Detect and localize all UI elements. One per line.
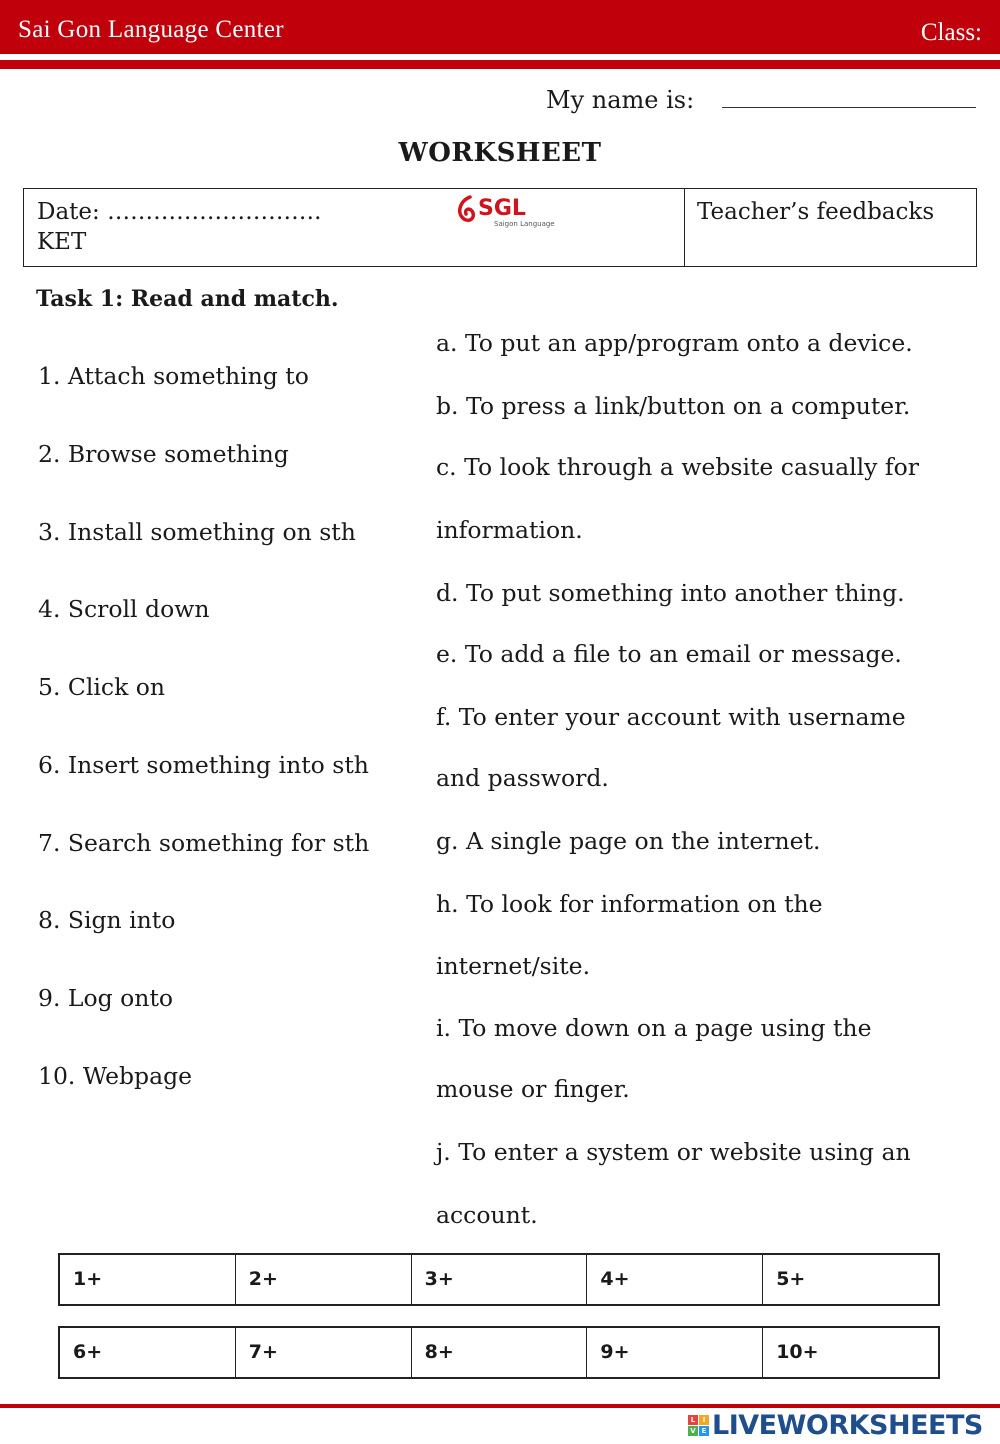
lw-block: V bbox=[688, 1426, 698, 1436]
name-input-line[interactable] bbox=[722, 107, 976, 108]
liveworksheets-blocks-icon bbox=[688, 1415, 709, 1436]
page-title: WORKSHEET bbox=[398, 138, 602, 168]
lw-block: E bbox=[699, 1426, 709, 1436]
answer-cell[interactable]: 4+ bbox=[587, 1255, 763, 1304]
name-label: My name is: bbox=[546, 86, 695, 114]
term-item: 8. Sign into bbox=[38, 906, 176, 934]
answer-cell[interactable]: 2+ bbox=[236, 1255, 412, 1304]
definition-line: h. To look for information on the bbox=[436, 890, 823, 918]
class-label: Class: bbox=[920, 19, 982, 46]
info-box-divider bbox=[684, 189, 685, 266]
term-item: 6. Insert something into sth bbox=[38, 751, 369, 779]
sgl-logo bbox=[454, 191, 564, 231]
header-rule bbox=[0, 60, 1000, 69]
definition-line: j. To enter a system or website using an bbox=[436, 1138, 911, 1166]
answer-cell[interactable]: 7+ bbox=[236, 1328, 412, 1377]
answer-cell[interactable]: 3+ bbox=[412, 1255, 588, 1304]
task-title: Task 1: Read and match. bbox=[36, 286, 339, 312]
answer-table-row-2 bbox=[58, 1326, 940, 1379]
definition-line: c. To look through a website casually for bbox=[436, 453, 920, 481]
term-item: 9. Log onto bbox=[38, 984, 174, 1012]
answer-cell[interactable]: 1+ bbox=[60, 1255, 236, 1304]
definition-line: information. bbox=[436, 516, 583, 544]
term-item: 7. Search something for sth bbox=[38, 829, 370, 857]
lw-block: I bbox=[699, 1415, 709, 1425]
lw-block: L bbox=[688, 1415, 698, 1425]
answer-cell[interactable]: 10+ bbox=[776, 1341, 819, 1363]
sgl-logo-text: SGL bbox=[478, 196, 526, 221]
liveworksheets-brand: LIVEWORKSHEETS bbox=[712, 1409, 983, 1441]
answer-cell[interactable]: 5+ bbox=[776, 1268, 806, 1290]
definition-line: g. A single page on the internet. bbox=[436, 827, 821, 855]
term-item: 1. Attach something to bbox=[38, 362, 309, 390]
sgl-logo-swoosh-icon bbox=[460, 197, 474, 220]
footer-rule bbox=[0, 1404, 1000, 1408]
term-item: 3. Install something on sth bbox=[38, 518, 356, 546]
definition-line: i. To move down on a page using the bbox=[436, 1014, 872, 1042]
level-label: KET bbox=[37, 229, 87, 255]
answer-table-row-1 bbox=[58, 1253, 940, 1306]
definition-line: and password. bbox=[436, 764, 609, 792]
answer-cell[interactable]: 8+ bbox=[412, 1328, 588, 1377]
definition-line: internet/site. bbox=[436, 952, 591, 980]
definition-line: e. To add a file to an email or message. bbox=[436, 640, 902, 668]
info-box bbox=[23, 188, 977, 267]
header-bar bbox=[0, 0, 1000, 54]
answer-cell[interactable]: 6+ bbox=[60, 1328, 236, 1377]
definition-line: a. To put an app/program onto a device. bbox=[436, 329, 913, 357]
definition-line: f. To enter your account with username bbox=[436, 703, 906, 731]
definition-line: b. To press a link/button on a computer. bbox=[436, 392, 911, 420]
definition-line: mouse or finger. bbox=[436, 1075, 630, 1103]
liveworksheets-logo[interactable] bbox=[688, 1409, 983, 1441]
date-label: Date: ………………………. bbox=[37, 199, 322, 225]
term-item: 10. Webpage bbox=[38, 1062, 193, 1090]
term-item: 5. Click on bbox=[38, 673, 166, 701]
term-item: 2. Browse something bbox=[38, 440, 289, 468]
definition-line: account. bbox=[436, 1201, 538, 1229]
definition-line: d. To put something into another thing. bbox=[436, 579, 905, 607]
sgl-logo-subtext: Saigon Language bbox=[494, 220, 555, 228]
answer-cell[interactable]: 9+ bbox=[587, 1328, 763, 1377]
teacher-feedback-label: Teacher’s feedbacks bbox=[697, 199, 935, 225]
center-name: Sai Gon Language Center bbox=[18, 16, 284, 43]
term-item: 4. Scroll down bbox=[38, 595, 210, 623]
